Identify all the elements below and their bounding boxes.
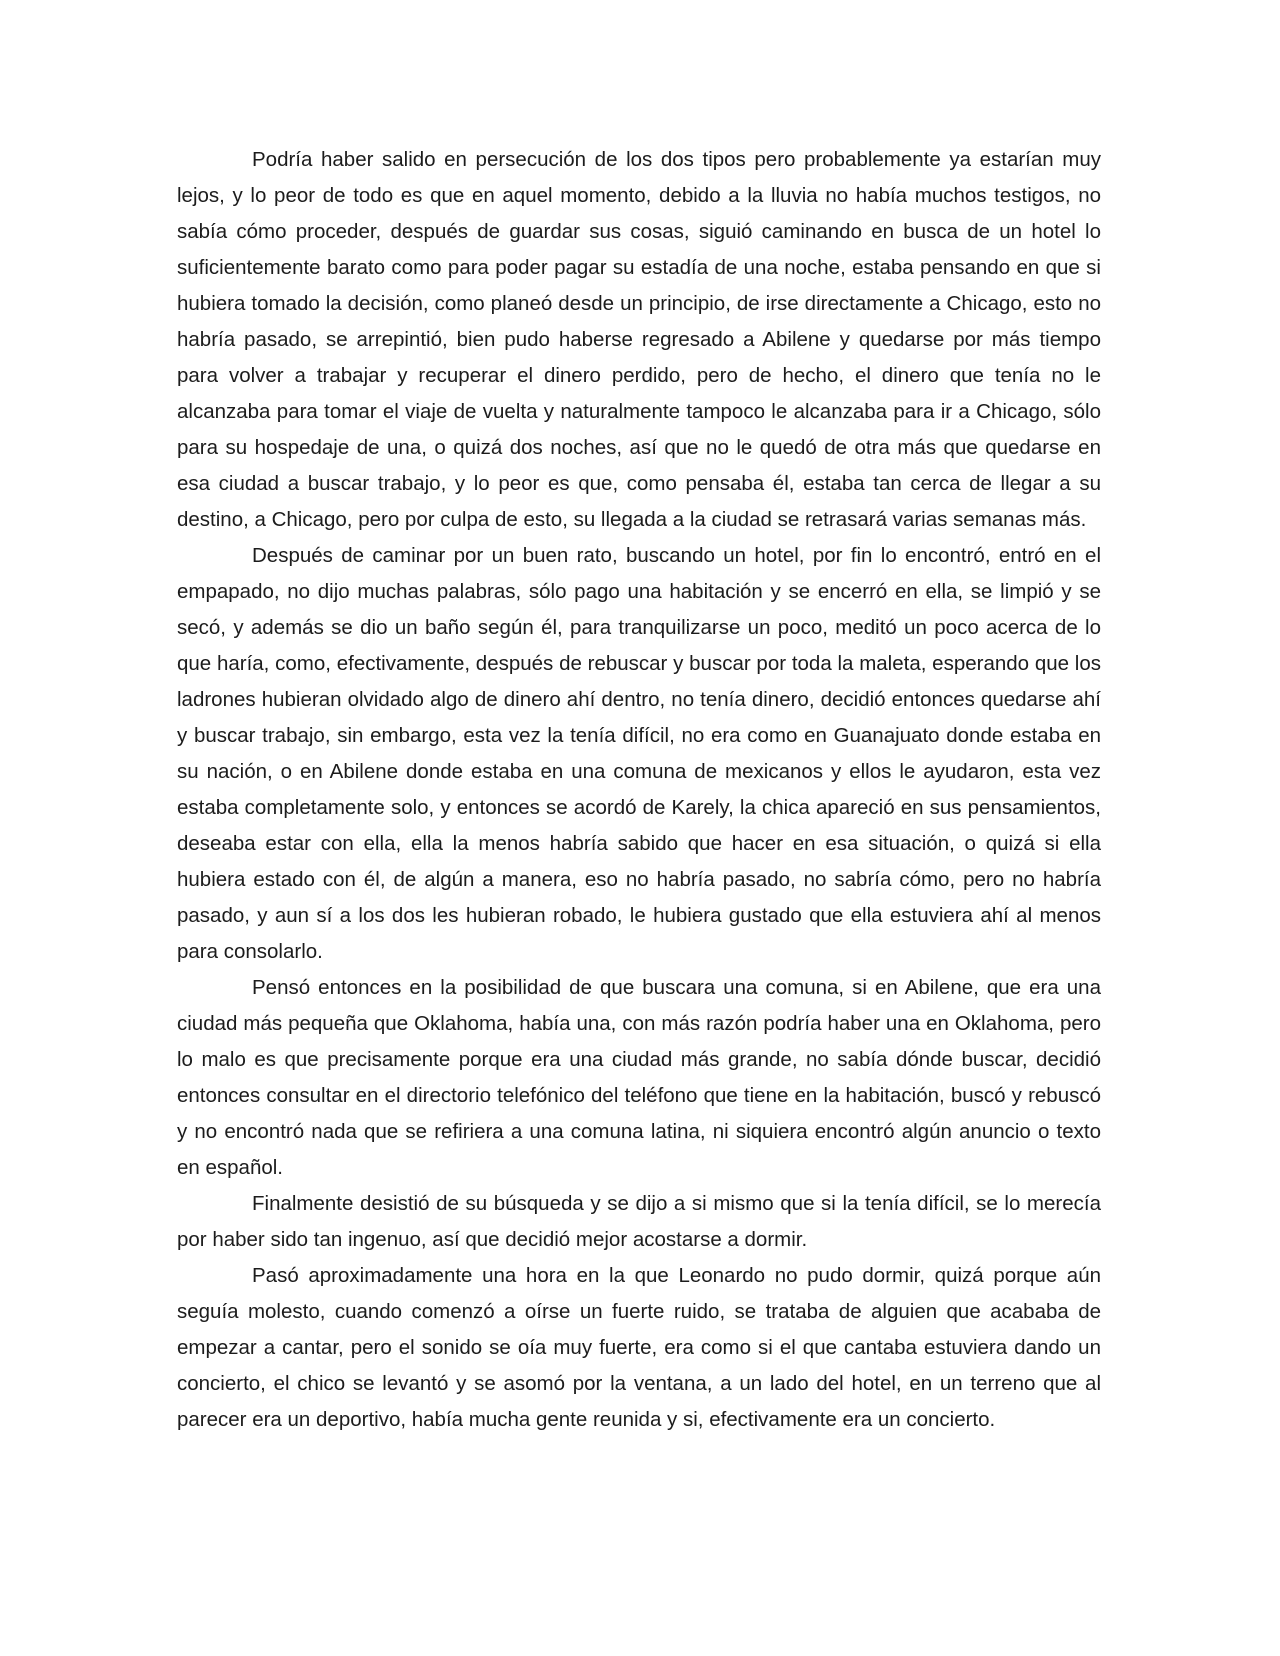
paragraph-3: Pensó entonces en la posibilidad de que buscara una comuna, si en Abilene, que era una ciudad más pequeña que Oklahoma, había una, con más razón podría haber una en Oklahoma, pero lo malo es que precisamente porque era una ciudad más grande, no sabía dónde buscar, decidió entonces consultar en el directorio telefónico del teléfono que tiene en la habitación, buscó y rebuscó y no encontró nada que se refiriera a una comuna latina, ni siquiera encontró algún anuncio o texto en español. xyxy=(177,976,1101,1179)
document-body xyxy=(177,142,1101,1438)
paragraph-2: Después de caminar por un buen rato, buscando un hotel, por fin lo encontró, entró en el empapado, no dijo muchas palabras, sólo pago una habitación y se encerró en ella, se limpió y se secó, y además se dio un baño según él, para tranquilizarse un poco, meditó un poco acerca de lo que haría, como, efectivamente, después de rebuscar y buscar por toda la maleta, esperando que los ladrones hubieran olvidado algo de dinero ahí dentro, no tenía dinero, decidió entonces quedarse ahí y buscar trabajo, sin embargo, esta vez la tenía difícil, no era como en Guanajuato donde estaba en su nación, o en Abilene donde estaba en una comuna de mexicanos y ellos le ayudaron, esta vez estaba completamente solo, y entonces se acordó de Karely, la chica apareció en sus pensamientos, deseaba estar con ella, ella la menos habría sabido que hacer en esa situación, o quizá si ella hubiera estado con él, de algún a manera, eso no habría pasado, no sabría cómo, pero no habría pasado, y aun sí a los dos les hubieran robado, le hubiera gustado que ella estuviera ahí al menos para consolarlo. xyxy=(177,544,1101,963)
paragraph-1: Podría haber salido en persecución de los dos tipos pero probablemente ya estarían muy lejos, y lo peor de todo es que en aquel momento, debido a la lluvia no había muchos testigos, no sabía cómo proceder, después de guardar sus cosas, siguió caminando en busca de un hotel lo suficientemente barato como para poder pagar su estadía de una noche, estaba pensando en que si hubiera tomado la decisión, como planeó desde un principio, de irse directamente a Chicago, esto no habría pasado, se arrepintió, bien pudo haberse regresado a Abilene y quedarse por más tiempo para volver a trabajar y recuperar el dinero perdido, pero de hecho, el dinero que tenía no le alcanzaba para tomar el viaje de vuelta y naturalmente tampoco le alcanzaba para ir a Chicago, sólo para su hospedaje de una, o quizá dos noches, así que no le quedó de otra más que quedarse en esa ciudad a buscar trabajo, y lo peor es que, como pensaba él, estaba tan cerca de llegar a su destino, a Chicago, pero por culpa de esto, su llegada a la ciudad se retrasará varias semanas más. xyxy=(177,148,1101,531)
paragraph-5: Pasó aproximadamente una hora en la que Leonardo no pudo dormir, quizá porque aún seguía molesto, cuando comenzó a oírse un fuerte ruido, se trataba de alguien que acababa de empezar a cantar, pero el sonido se oía muy fuerte, era como si el que cantaba estuviera dando un concierto, el chico se levantó y se asomó por la ventana, a un lado del hotel, en un terreno que al parecer era un deportivo, había mucha gente reunida y si, efectivamente era un concierto. xyxy=(177,1264,1101,1431)
paragraph-4: Finalmente desistió de su búsqueda y se dijo a si mismo que si la tenía difícil, se lo merecía por haber sido tan ingenuo, así que decidió mejor acostarse a dormir. xyxy=(177,1192,1101,1251)
